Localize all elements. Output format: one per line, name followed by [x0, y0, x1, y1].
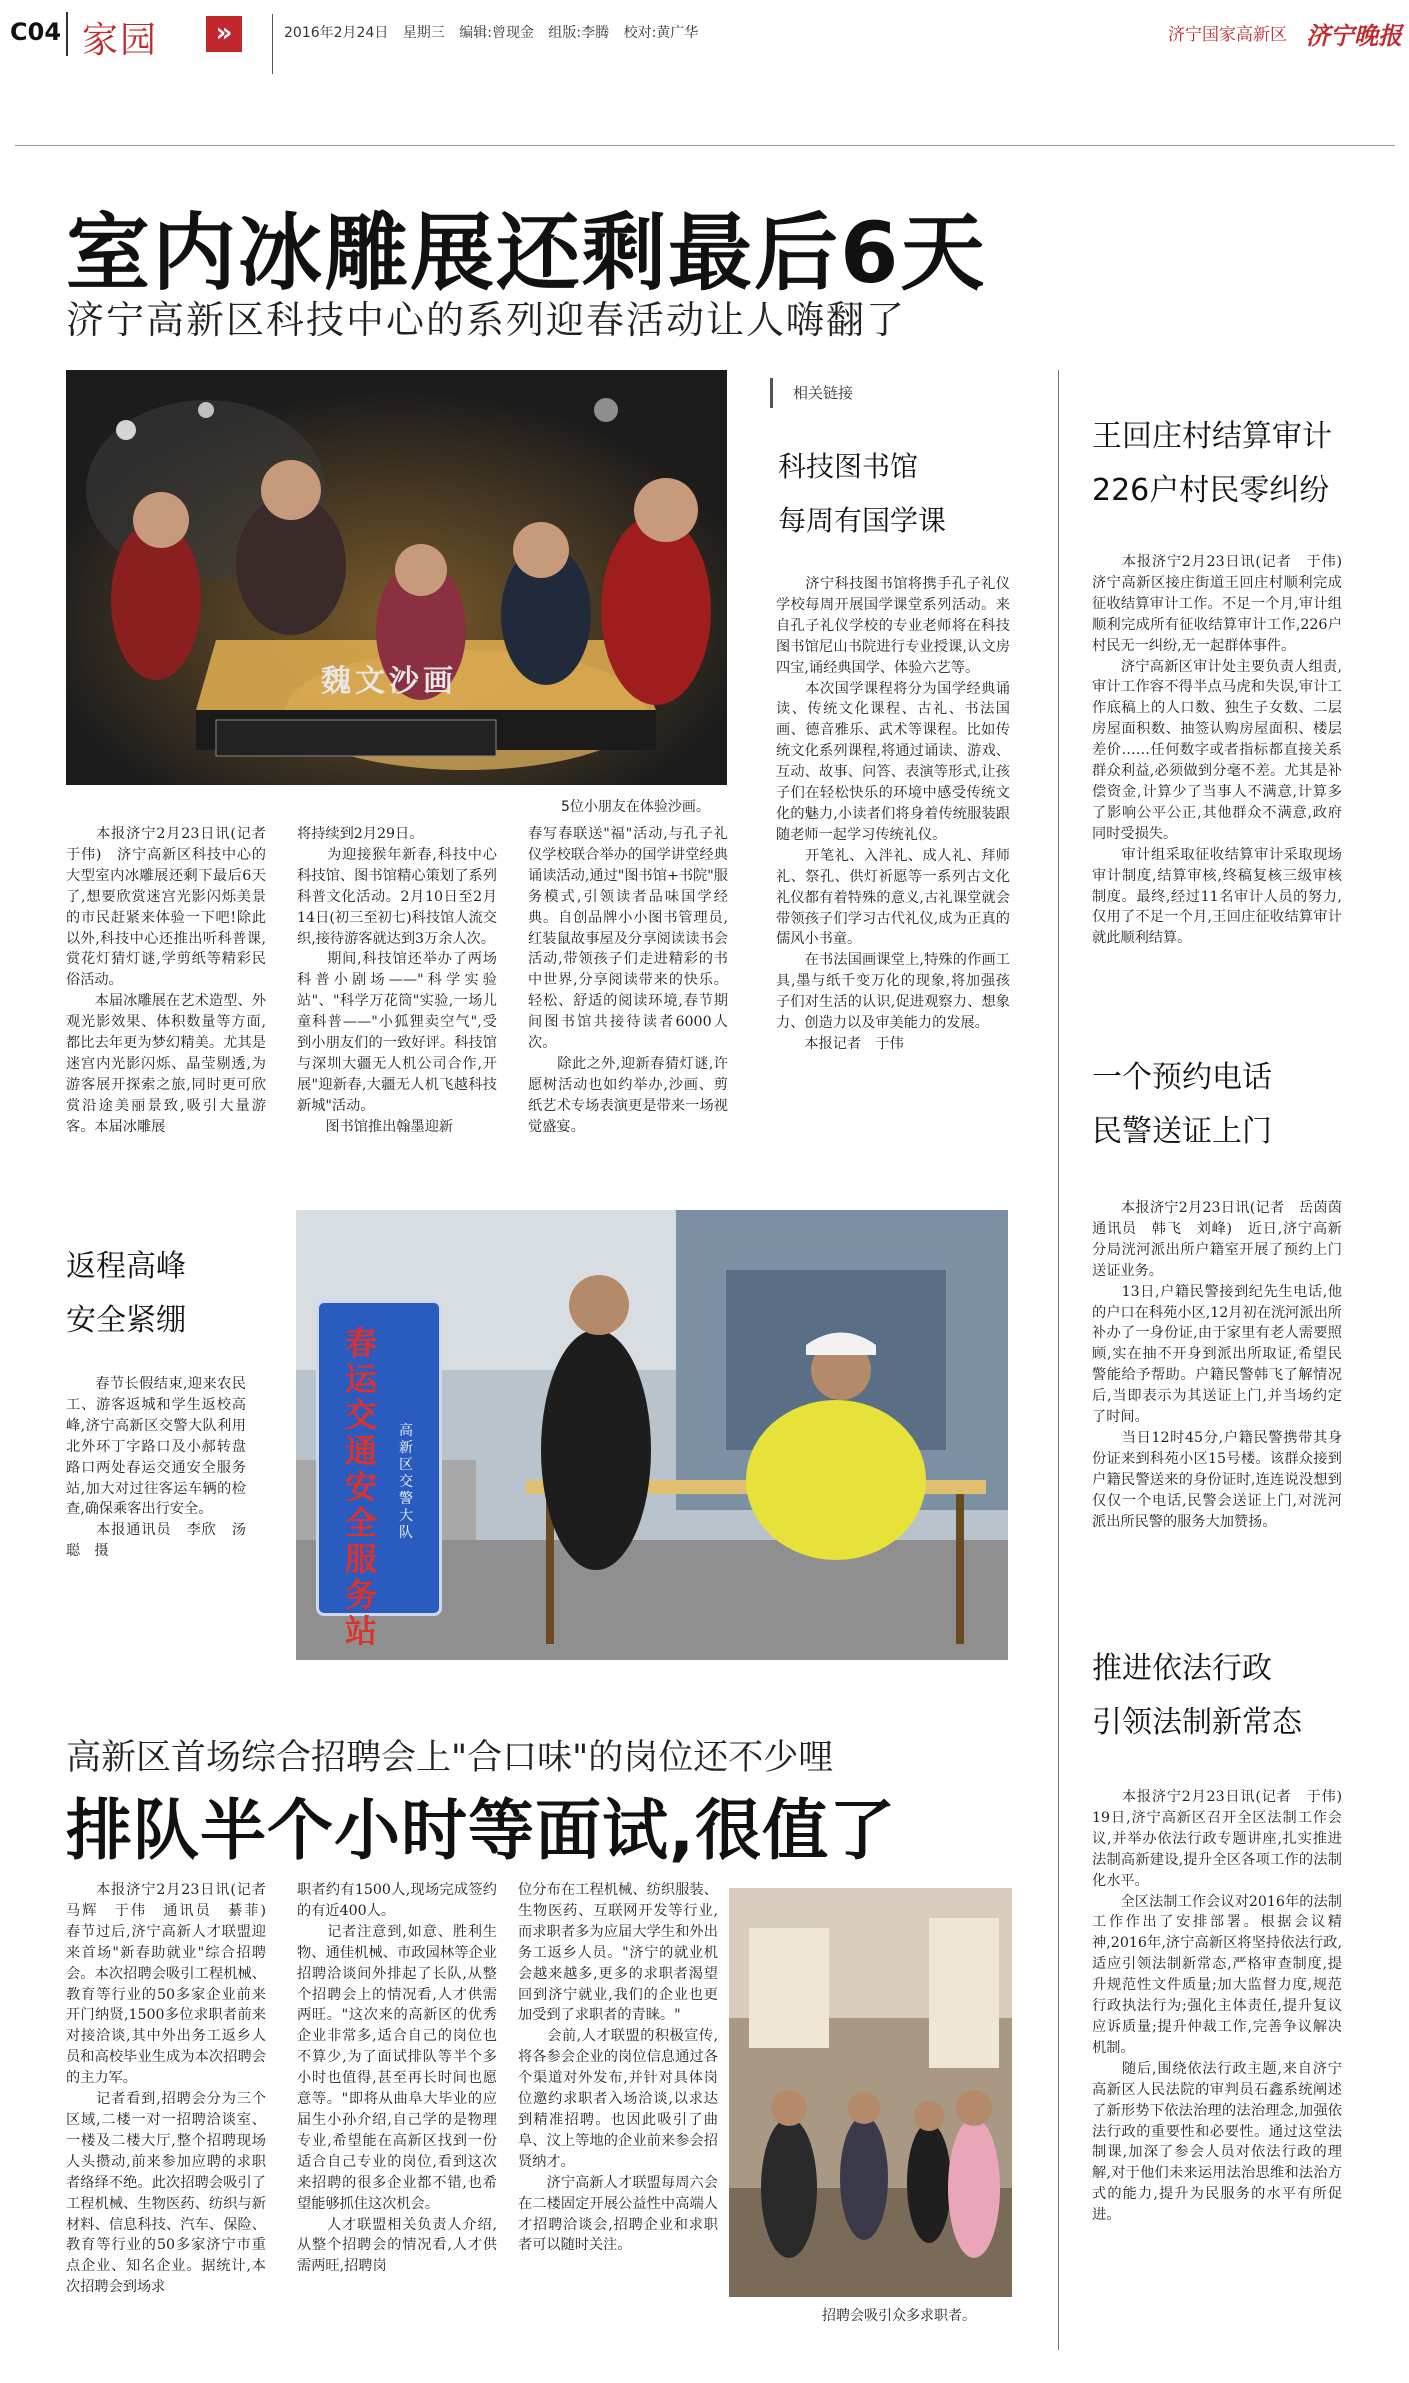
- right-title-2: 一个预约电话 民警送证上门: [1092, 1060, 1272, 1149]
- header-divider-2: [272, 14, 273, 74]
- header-info: 2016年2月24日 星期三 编辑:曾现金 组版:李腾 校对:黄广华: [284, 25, 699, 41]
- traffic-station-photo: [296, 1210, 1008, 1660]
- headline: 室内冰雕展还剩最后6天: [66, 204, 987, 302]
- column-divider: [1058, 370, 1059, 2350]
- related-body: 济宁科技图书馆将携手孔子礼仪学校每周开展国学课堂系列活动。来自孔子礼仪学校的专业老师将在科技图书馆尼山书院进行专业授课,认文房四宝,诵经典国学、体验六艺等。 本次国学课程将分为国学经典诵读、传统文化课程、古礼、书法国画、德音雅乐、武术等课程。比如传统文化系列课程,将通过诵读、游戏、互动、故事、问答、表演等形式,让孩子们在轻松快乐的环境中感受传统文化的魅力,小读者们将身着传统服装跟随老师一起学习传统礼仪。 开笔礼、入泮礼、成人礼、拜师礼、祭孔、供灯祈愿等一系列古文化礼仪都有着特殊的意义,古礼课堂就会带领孩子们学习古代礼仪,成为正真的儒风小书童。 在书法国画课堂上,特殊的作画工具,墨与纸千变万化的现象,将加强孩子们对生活的认识,促进观察力、想象力、创造力以及审美能力的发展。 本报记者 于伟: [776, 576, 1010, 1052]
- photo-illustration: [66, 370, 727, 785]
- headline-2: 排队半个小时等面试,很值了: [66, 1792, 897, 1869]
- sand-painting-photo: [66, 370, 727, 785]
- right-title-3: 推进依法行政 引领法制新常态: [1092, 1651, 1302, 1740]
- right-body-2: 本报济宁2月23日讯(记者 岳茵茵 通讯员 韩飞 刘峰) 近日,济宁高新分局洸河派出所户籍室开展了预约上门送证业务。 13日,户籍民警接到纪先生电话,他的户口在科苑小区,12月初在洸河派出所补办了一身份证,由于家里有老人需要照顾,实在抽不开身到派出所取证,希望民警能给予帮助。户籍民警韩飞了解情况后,当即表示为其送证上门,并当场约定了时间。 当日12时45分,户籍民警携带其身份证来到科苑小区15号楼。该群众接到户籍民警送来的身份证时,连连说没想到仅仅一个电话,民警会送证上门,对洸河派出所民警的服务大加赞扬。: [1092, 1200, 1342, 1530]
- district-label: 济宁国家高新区: [1168, 25, 1287, 45]
- story1-col3: 春写春联送"福"活动,与孔子礼仪学校联合举办的国学讲堂经典诵读活动,通过"图书馆+书院"服务模式,引领读者品味国学经典。自创品牌小小图书管理员,红装鼠故事屋及分享阅读读书会活动,带领孩子们走进精彩的书中世界,分享阅读带来的快乐。轻松、舒适的阅读环境,春节期间图书馆共接待读者6000人次。 除此之外,迎新春猜灯谜,许愿树活动也如约举办,沙画、剪纸艺术专场表演更是带来一场视觉盛宴。: [528, 826, 728, 1135]
- story2-body: 春节长假结束,迎来农民工、游客返城和学生返校高峰,济宁高新区交警大队利用北外环丁字路口及小郝转盘路口两处春运交通安全服务站,加大对过往客运车辆的检查,确保乘客出行安全。 本报通讯员 李欣 汤聪 摄: [66, 1376, 246, 1560]
- job-fair-photo: [729, 1888, 1012, 2297]
- story1-col2: 将持续到2月29日。 为迎接猴年新春,科技中心科技馆、图书馆精心策划了系列科普文化活动。2月10日至2月14日(初三至初七)科技馆人流交织,接待游客就达到3万余人次。 期间,科技馆还举办了两场科普小剧场——"科学实验站"、"科学万花筒"实验,一场儿童科普——"小狐狸卖空气",受到小朋友们的一致好评。科技馆与深圳大疆无人机公司合作,开展"迎新春,大疆无人机飞越科技新城"活动。 图书馆推出翰墨迎新: [297, 826, 497, 1135]
- story3-col3: 位分布在工程机械、纺织服装、生物医药、互联网开发等行业,而求职者多为应届大学生和外出务工返乡人员。"济宁的就业机会越来越多,更多的求职者渴望回到济宁就业,我们的企业也更加受到了求职者的青睐。" 会前,人才联盟的积极宣传,将各参会企业的岗位信息通过各个渠道对外发布,并针对具体岗位邀约求职者入场洽谈,以求达到精准招聘。也因此吸引了曲阜、汶上等地的企业前来参会招贤纳才。 济宁高新人才联盟每周六会在二楼固定开展公益性中高端人才招聘洽谈会,招聘企业和求职者可以随时关注。: [518, 1882, 718, 2254]
- booth-sign-sub: 高新区交警大队: [399, 1423, 413, 1541]
- booth-sign: [316, 1300, 442, 1650]
- story1-col1: 本报济宁2月23日讯(记者 于伟) 济宁高新区科技中心的大型室内冰雕展还剩下最后6天了,想要欣赏迷宫光影闪烁美景的市民赶紧来体验一下吧!除此以外,科技中心还推出听科普课,赏花灯猜灯谜,学剪纸等精彩民俗活动。 本届冰雕展在艺术造型、外观光影效果、体积数量等方面,都比去年更为梦幻精美。尤其是迷宫内光影闪烁、晶莹剔透,为游客展开探索之旅,同时更可欣赏沿途美丽景致,吸引大量游客。本届冰雕展: [66, 826, 266, 1135]
- section-name: 家园: [82, 20, 159, 61]
- header-divider: [66, 12, 68, 56]
- photo-illustration-3: [729, 1888, 1012, 2297]
- story3-col2: 职者约有1500人,现场完成签约的有近400人。 记者注意到,如意、胜利生物、通佳机械、市政园林等企业招聘洽谈间外排起了长队,从整个招聘会上的情况看,人才供需两旺。"这次来的高新区的优秀企业非常多,适合自己的岗位也不算少,为了面试排队等半个多小时也值得,甚至再长时间也愿意等。"即将从曲阜大毕业的应届生小孙介绍,自己学的是物理专业,希望能在高新区找到一份适合自己专业的岗位,看到这次来招聘的很多企业都不错,也希望能够抓住这次机会。 人才联盟相关负责人介绍,从整个招聘会的情况看,人才供需两旺,招聘岗: [297, 1882, 497, 2275]
- related-link-label: 相关链接: [770, 378, 1029, 408]
- photo-caption-2: 招聘会吸引众多求职者。: [822, 2308, 976, 2324]
- right-body-3: 本报济宁2月23日讯(记者 于伟) 19日,济宁高新区召开全区法制工作会议,并举办依法行政专题讲座,扎实推进法制高新建设,提升全区各项工作的法制化水平。 全区法制工作会议对2016年的法制工作作出了安排部署。根据会议精神,2016年,济宁高新区将坚持依法行政,适应引领法制新常态,严格审查制度,提升规范性文件质量;加大监督力度,规范行政执法行为;强化主体责任,提升复议应诉质量;提升仲裁工作,完善争议解决机制。 随后,围绕依法行政主题,来自济宁高新区人民法院的审判员石鑫系统阐述了新形势下依法治理的法治理念,加强依法行政的重要性和必要性。通过这堂法制课,加深了参会人员对依法行政的理解,对于他们未来运用法治思维和法治方式的能力,提升为民服务的水平有所促进。: [1092, 1789, 1342, 2224]
- kicker: 高新区首场综合招聘会上"合口味"的岗位还不少哩: [66, 1738, 834, 1778]
- newspaper-logo: 济宁晚报: [1306, 21, 1402, 50]
- header-rule: [15, 145, 1395, 146]
- story2-title: 返程高峰 安全紧绷: [66, 1249, 186, 1338]
- chevron-right-icon: »: [206, 16, 242, 52]
- right-title-1: 王回庄村结算审计 226户村民零纠纷: [1092, 419, 1332, 508]
- photo-caption: 5位小朋友在体验沙画。: [561, 799, 710, 815]
- page-number: C04: [10, 18, 62, 46]
- right-body-1: 本报济宁2月23日讯(记者 于伟) 济宁高新区接庄街道王回庄村顺利完成征收结算审计工作。不足一个月,审计组顺利完成所有征收结算审计工作,226户村民无一纠纷,无一起群体事件。 济宁高新区审计处主要负责人组责,审计工作容不得半点马虎和失误,审计工作底稿上的人口数、独生子女数、二层房屋面积数、抽签认购房屋面积、楼层差价……任何数字或者指标都直接关系群众利益,必须做到分毫不差。尤其是补偿资金,计算少了当事人不满意,计算多了影响公平公正,其他群众不满意,政府同时受损失。 审计组采取征收结算审计采取现场审计制度,结算审核,终稿复核三级审核制度。最终,经过11名审计人员的努力,仅用了不足一个月,王回庄征收结算审计就此顺利结算。: [1092, 554, 1342, 947]
- booth-sign-text: 春运交通安全服务站: [345, 1324, 378, 1650]
- photo-sign: 魏文沙画: [321, 664, 457, 699]
- related-title: 科技图书馆 每周有国学课: [778, 450, 947, 537]
- story3-col1: 本报济宁2月23日讯(记者 马辉 于伟 通讯员 綦菲) 春节过后,济宁高新人才联盟迎来首场"新春助就业"综合招聘会。本次招聘会吸引工程机械、教育等行业的50多家企业前来开门纳贤,1500多位求职者前来对接洽谈,其中外出务工返乡人员和高校毕业生成为本次招聘会的主力军。 记者看到,招聘会分为三个区域,二楼一对一招聘洽谈室、一楼及二楼大厅,整个招聘现场人头攒动,前来参加应聘的求职者络绎不绝。此次招聘会吸引了工程机械、生物医药、纺织与新材料、信息科技、汽车、保险、教育等行业的50多家济宁市重点企业、知名企业。据统计,本次招聘会到场求: [66, 1882, 266, 2296]
- subheadline: 济宁高新区科技中心的系列迎春活动让人嗨翻了: [66, 298, 907, 342]
